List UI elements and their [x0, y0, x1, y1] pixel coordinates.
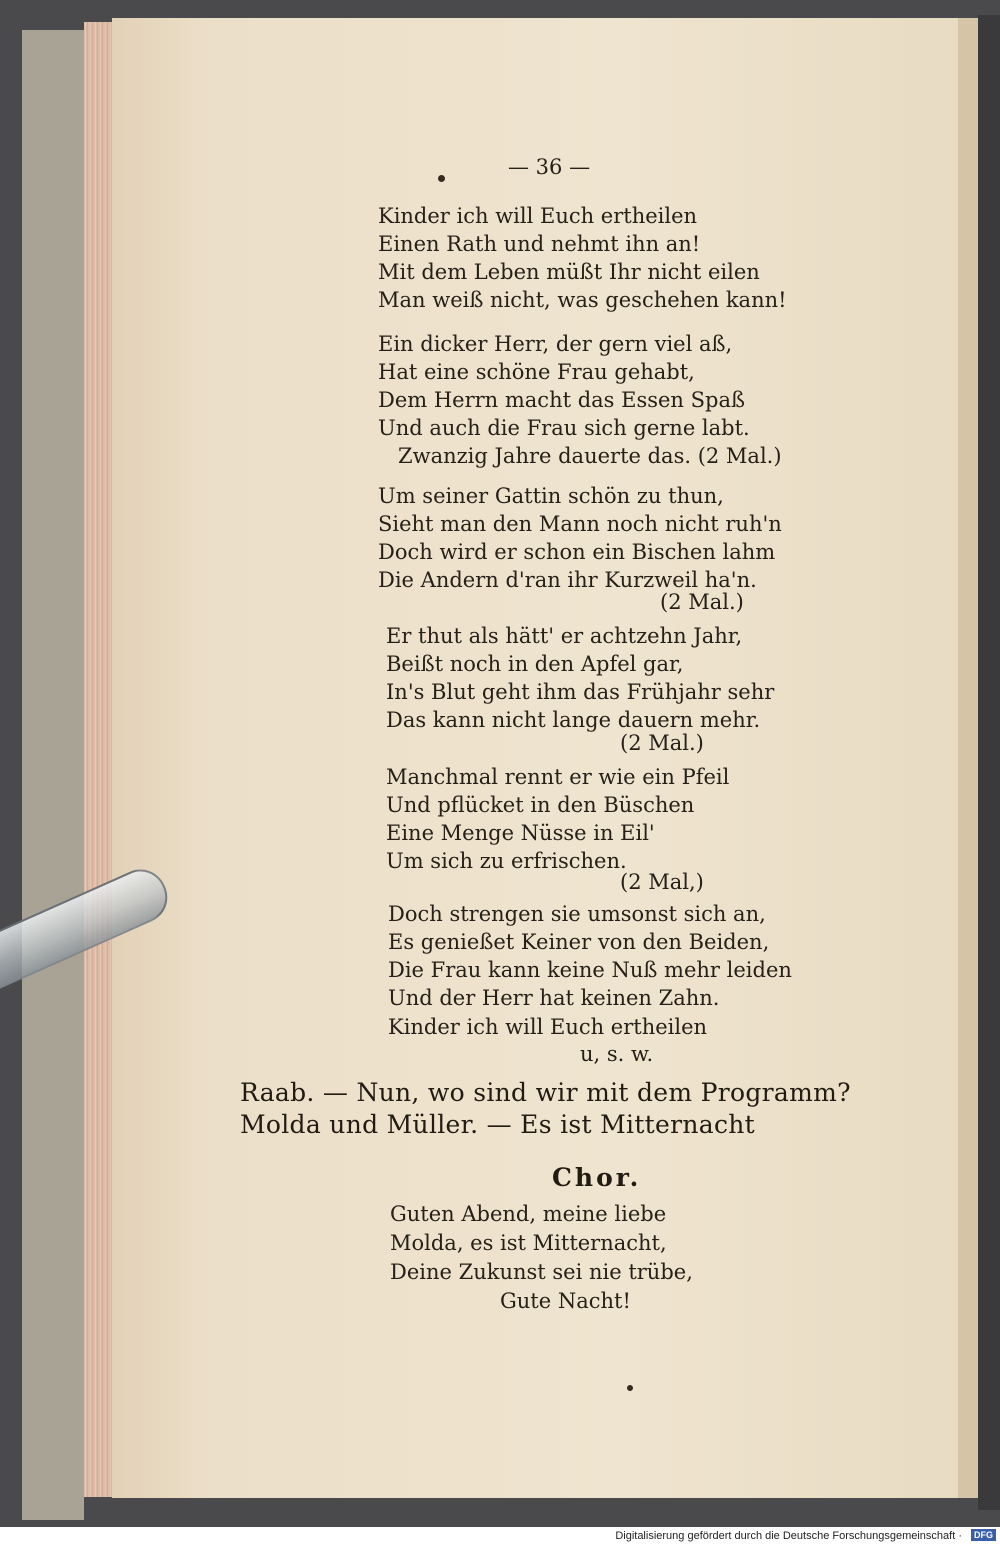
dialogue-line: Molda und Müller. — Es ist Mitternacht [240, 1110, 756, 1139]
verse-line: Doch strengen sie umsonst sich an, [388, 902, 766, 926]
verse-line: Dem Herrn macht das Essen Spaß [378, 388, 746, 412]
verse-line: Die Andern d'ran ihr Kurzweil ha'n. [378, 568, 757, 592]
stanza-4 [386, 622, 774, 734]
verse-line: Sieht man den Mann noch nicht ruh'n [378, 512, 782, 536]
verse-line: Guten Abend, meine liebe [390, 1202, 667, 1226]
dfg-logo-icon: DFG [971, 1529, 996, 1541]
book-cover-left [22, 30, 84, 1520]
verse-line: Kinder ich will Euch ertheilen [388, 1015, 708, 1039]
repeat-mark: (2 Mal.) [660, 590, 744, 614]
verse-line: Das kann nicht lange dauern mehr. [386, 708, 761, 732]
verse-line: Eine Menge Nüsse in Eil' [386, 821, 655, 845]
etc-mark: u, s. w. [580, 1042, 654, 1066]
ink-dot [438, 175, 445, 182]
verse-line: Er thut als hätt' er achtzehn Jahr, [386, 624, 743, 648]
refrain-line [388, 1013, 707, 1041]
verse-line: Die Frau kann keine Nuß mehr leiden [388, 958, 792, 982]
verse-line: Mit dem Leben müßt Ihr nicht eilen [378, 260, 760, 284]
stanza-5 [386, 763, 729, 875]
repeat-mark: (2 Mal,) [620, 870, 704, 894]
section-heading: Chor. [552, 1163, 642, 1192]
final-stanza [390, 1200, 693, 1316]
repeat-mark: (2 Mal.) [620, 731, 704, 755]
verse-line: Hat eine schöne Frau gehabt, [378, 360, 695, 384]
book-cover-right [958, 18, 980, 1498]
page-number: — 36 — [508, 155, 591, 179]
ink-dot [627, 1385, 633, 1391]
verse-line: Zwanzig Jahre dauerte das. (2 Mal.) [398, 444, 782, 468]
verse-line: Doch wird er schon ein Bischen lahm [378, 540, 776, 564]
verse-line: Und der Herr hat keinen Zahn. [388, 986, 720, 1010]
verse-line: Deine Zukunst sei nie trübe, [390, 1260, 693, 1284]
footer-bar [0, 1527, 1000, 1547]
scan-shadow-right [978, 15, 1000, 1510]
page-edges [84, 22, 112, 1497]
verse-line: Kinder ich will Euch ertheilen [378, 204, 698, 228]
verse-line: Und auch die Frau sich gerne labt. [378, 416, 750, 440]
stanza-3 [378, 482, 782, 594]
verse-line: Gute Nacht! [500, 1289, 631, 1313]
stanza-2 [378, 330, 782, 470]
verse-line: Und pflücket in den Büschen [386, 793, 695, 817]
verse-line: Beißt noch in den Apfel gar, [386, 652, 684, 676]
verse-line: Molda, es ist Mitternacht, [390, 1231, 667, 1255]
verse-line: In's Blut geht ihm das Frühjahr sehr [386, 680, 775, 704]
funding-credit: Digitalisierung gefördert durch die Deutsche Forschungsgemeinschaft · [615, 1530, 962, 1542]
verse-line: Es genießet Keiner von den Beiden, [388, 930, 770, 954]
verse-line: Um sich zu erfrischen. [386, 849, 627, 873]
verse-line: Manchmal rennt er wie ein Pfeil [386, 765, 730, 789]
verse-line: Man weiß nicht, was geschehen kann! [378, 288, 787, 312]
verse-line: Einen Rath und nehmt ihn an! [378, 232, 701, 256]
stanza-1 [378, 202, 787, 314]
stanza-6 [388, 900, 792, 1012]
verse-line: Ein dicker Herr, der gern viel aß, [378, 332, 733, 356]
verse-line: Um seiner Gattin schön zu thun, [378, 484, 724, 508]
dialogue-line: Raab. — Nun, wo sind wir mit dem Programm? [240, 1078, 851, 1107]
